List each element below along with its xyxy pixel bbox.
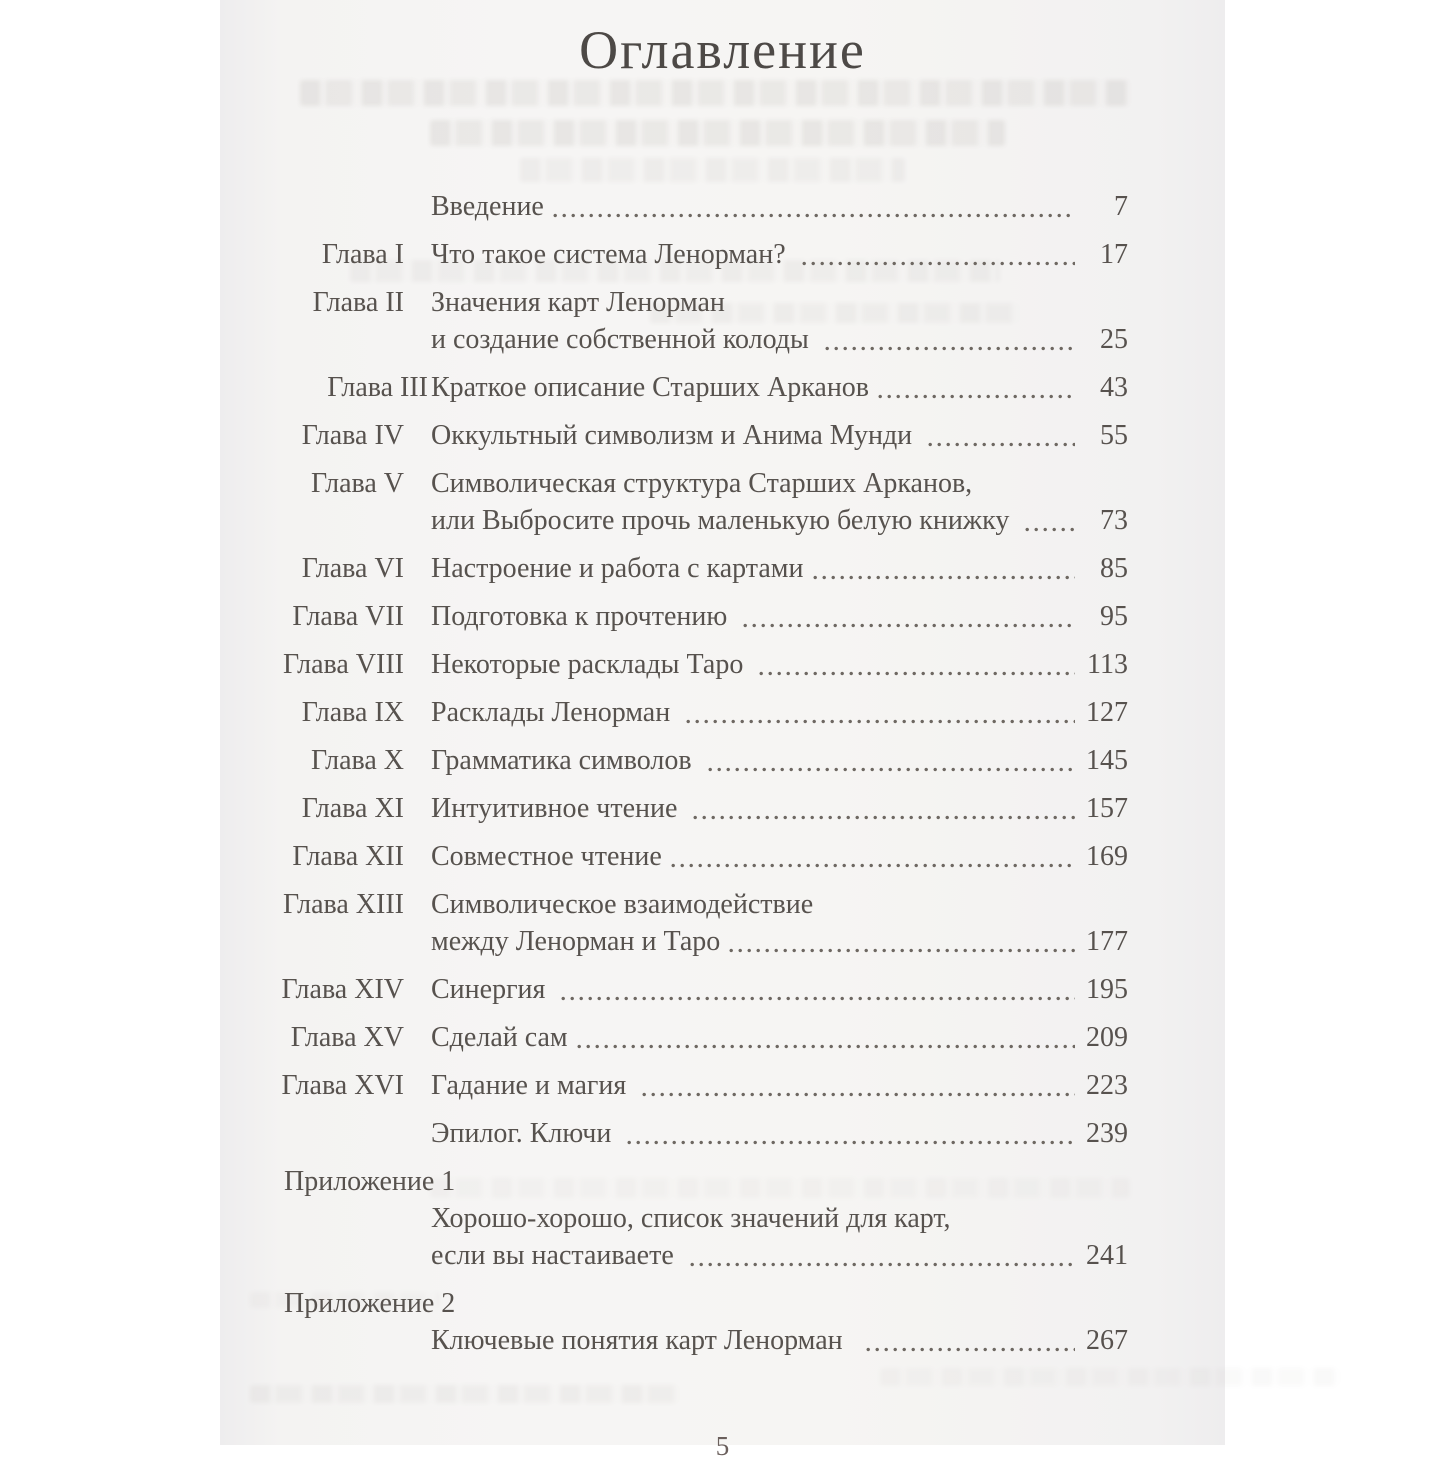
chapter-title: Некоторые расклады Таро [431,649,751,680]
chapter-label: Глава XV [290,1022,404,1053]
chapter-label: Глава IV [301,420,404,451]
page-number: 127 [1086,697,1128,728]
dot-leader [813,575,1076,580]
toc-entry [220,971,1128,1008]
page-number: 145 [1086,745,1128,776]
chapter-title: Совместное чтение [431,841,662,872]
chapter-label: Глава XIII [283,889,404,920]
bleedthrough-text [880,1368,1340,1386]
dot-leader [577,1044,1075,1049]
dot-leader [878,394,1075,399]
dot-leader [743,623,1075,628]
dot-leader [1025,527,1075,532]
chapter-label: Глава IX [301,697,404,728]
chapter-title: Ключевые понятия карт Ленорман [431,1325,857,1356]
bleedthrough-text [250,1385,680,1403]
toc-list [220,188,1225,1359]
footer-page-number: 5 [715,1431,730,1461]
page-number: 157 [1086,793,1128,824]
chapter-label: Глава XII [292,841,404,872]
chapter-label: Глава I [321,239,404,270]
toc-entry [220,646,1128,683]
dot-leader [729,948,1075,953]
page-number: 113 [1087,649,1128,680]
page-number: 55 [1100,420,1128,451]
dot-leader [759,671,1075,676]
chapter-label: Приложение 2 [284,1288,456,1319]
chapter-label: Глава X [311,745,404,776]
toc-entry [220,1019,1128,1056]
chapter-label: Приложение 1 [284,1166,456,1197]
book-page [220,0,1225,1461]
chapter-title: между Ленорман и Таро [431,926,721,957]
chapter-title: Краткое описание Старших Арканов [431,372,870,403]
dot-leader [627,1140,1075,1145]
chapter-label: Глава XIV [281,974,404,1005]
page-number: 177 [1086,926,1128,957]
dot-leader [686,719,1075,724]
chapter-title: Что такое система Ленорман? [431,239,793,270]
bleedthrough-text [430,120,1005,146]
page-number: 195 [1086,974,1128,1005]
toc-entry [220,1067,1128,1104]
toc-entry [220,1163,1128,1274]
chapter-title: Подготовка к прочтению [431,601,735,632]
toc-entry [220,465,1128,539]
dot-leader [693,815,1075,820]
page-number: 85 [1100,553,1128,584]
chapter-title: Гадание и магия [431,1070,634,1101]
chapter-label: Глава XVI [281,1070,404,1101]
page-number: 209 [1086,1022,1128,1053]
chapter-title: Синергия [431,974,553,1005]
chapter-title: и создание собственной колоды [431,324,816,355]
page-number: 223 [1086,1070,1128,1101]
page-number: 169 [1086,841,1128,872]
dot-leader [561,996,1075,1001]
page-number: 25 [1100,324,1128,355]
toc-entry [220,284,1128,358]
dot-leader [671,863,1075,868]
chapter-title: Грамматика символов [431,745,699,776]
page-number: 73 [1100,505,1128,536]
chapter-title: Символическое взаимодействие [431,889,814,920]
chapter-title: Введение [431,191,544,222]
chapter-label [220,188,404,225]
toc-entry [220,550,1128,587]
dot-leader [802,261,1075,266]
toc-entry [220,694,1128,731]
bleedthrough-text [520,158,905,182]
page-number: 267 [1086,1325,1128,1356]
chapter-label: Глава V [311,468,404,499]
chapter-title: или Выбросите прочь маленькую белую книжку [431,505,1017,536]
page-number: 95 [1100,601,1128,632]
page-number: 239 [1086,1118,1128,1149]
chapter-label: Глава XI [301,793,404,824]
chapter-label: Глава VIII [283,649,404,680]
chapter-title: Хорошо-хорошо, список значений для карт, [431,1203,951,1234]
bleedthrough-text [300,80,1130,106]
toc-entry [220,886,1128,960]
chapter-title: Символическая структура Старших Арканов, [431,468,973,499]
dot-leader [708,767,1075,772]
toc-entry [220,236,1128,273]
chapter-title: Оккультный символизм и Анима Мунди [431,420,920,451]
page-title: Оглавление [579,20,866,80]
dot-leader [928,442,1075,447]
page-number: 43 [1100,372,1128,403]
chapter-title: Расклады Ленорман [431,697,678,728]
chapter-label: Глава VII [292,601,404,632]
toc-entry [220,1115,1128,1152]
chapter-title: Эпилог. Ключи [431,1118,619,1149]
dot-leader [690,1262,1075,1267]
chapter-label: Глава III [327,372,428,403]
chapter-title: Сделай сам [431,1022,568,1053]
dot-leader [825,346,1075,351]
dot-leader [866,1347,1075,1352]
dot-leader [553,213,1075,218]
toc-entry [220,742,1128,779]
toc-entry [220,417,1128,454]
toc-entry [220,790,1128,827]
dot-leader [642,1092,1075,1097]
chapter-label: Глава VI [301,553,404,584]
chapter-label: Глава II [312,287,404,318]
page-number: 17 [1100,239,1128,270]
page-number: 7 [1114,191,1128,222]
chapter-title: Настроение и работа с картами [431,553,804,584]
toc-entry [220,838,1128,875]
chapter-label [220,1115,404,1152]
toc-entry [220,188,1128,225]
toc-entry [220,598,1128,635]
chapter-title: Интуитивное чтение [431,793,685,824]
toc-entry [220,369,1128,406]
chapter-title: Значения карт Ленорман [431,287,725,318]
page-number: 241 [1086,1240,1128,1271]
toc-entry [220,1285,1128,1359]
chapter-title: если вы настаиваете [431,1240,681,1271]
